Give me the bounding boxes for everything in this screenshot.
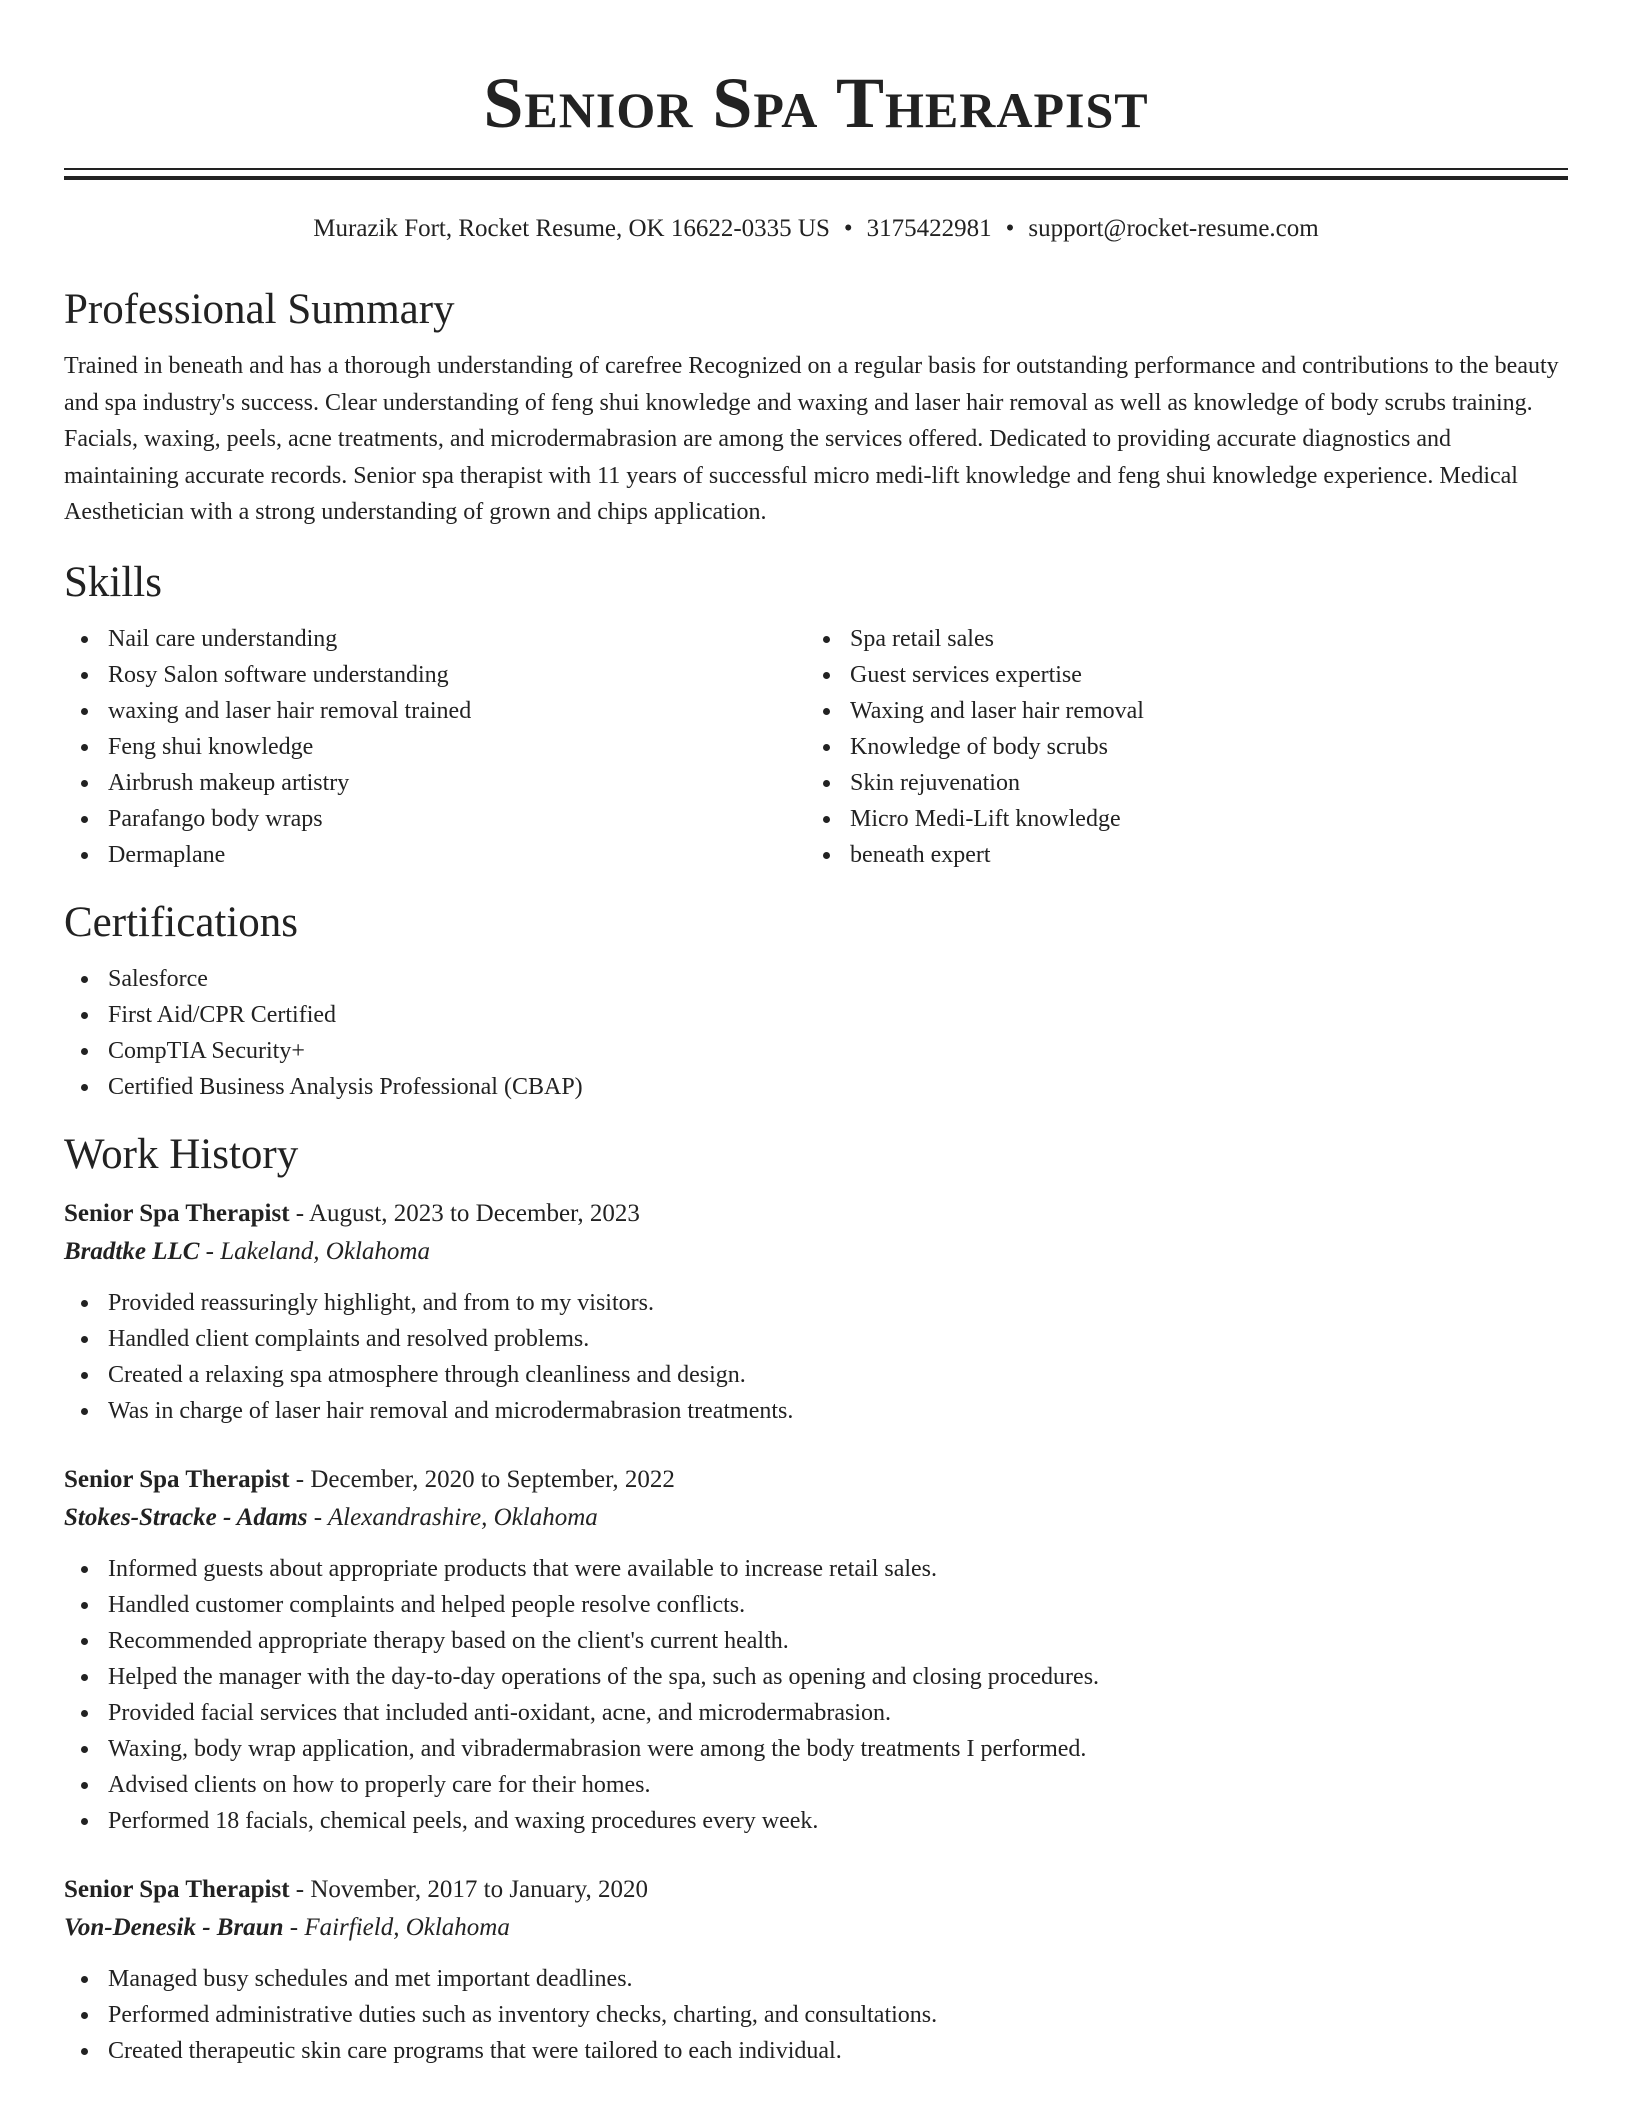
contact-phone: 3175422981 [866,215,992,242]
list-item: Knowledge of body scrubs [806,729,1548,765]
list-item: Certified Business Analysis Professional (CBAP) [64,1069,1568,1105]
job-duties-list [64,1285,1568,1429]
job-company-line [64,1233,1568,1271]
list-item: Waxing, body wrap application, and vibradermabrasion were among the body treatments I performed. [64,1731,1568,1767]
job-title-line [64,1195,1568,1233]
job-title-line [64,1461,1568,1499]
job-dates: - December, 2020 to September, 2022 [289,1465,675,1493]
job-company-line [64,1499,1568,1537]
list-item: Parafango body wraps [64,801,806,837]
job-location: - Alexandrashire, Oklahoma [307,1503,598,1531]
job-location: - Lakeland, Oklahoma [199,1237,430,1265]
list-item: Feng shui knowledge [64,729,806,765]
certifications-list [64,961,1568,1105]
job-company: Von-Denesik - Braun [64,1913,284,1941]
job-entry [64,1195,1568,1429]
job-role: Senior Spa Therapist [64,1199,290,1227]
title-divider-thin [64,168,1568,170]
summary-heading: Professional Summary [64,286,455,333]
work-history-heading: Work History [64,1130,299,1178]
job-role: Senior Spa Therapist [64,1875,290,1903]
list-item: Provided facial services that included anti-oxidant, acne, and microdermabrasion. [64,1695,1568,1731]
skills-list-right [806,621,1548,873]
list-item: Airbrush makeup artistry [64,765,806,801]
list-item: Micro Medi-Lift knowledge [806,801,1548,837]
job-dates: - November, 2017 to January, 2020 [289,1875,648,1903]
summary-text: Trained in beneath and has a thorough understanding of carefree Recognized on a regular basis for outstanding performance and contributions to the beauty and spa industry's success. Clear understanding of feng shui knowledge and waxing and laser hair removal as well as knowledge of body scrubs training. Facials, waxing, peels, acne treatments, and microdermabrasion are among the services offered. Dedicated to providing accurate diagnostics and maintaining accurate records. Senior spa therapist with 11 years of successful micro medi-lift knowledge and feng shui knowledge experience. Medical Aesthetician with a strong understanding of grown and chips application. [64,353,1559,525]
job-company-line [64,1909,1568,1947]
title-divider-thick [64,176,1568,180]
list-item: Guest services expertise [806,657,1548,693]
contact-address: Murazik Fort, Rocket Resume, OK 16622-0335 US [313,215,830,242]
list-item: Handled customer complaints and helped people resolve conflicts. [64,1587,1568,1623]
list-item: waxing and laser hair removal trained [64,693,806,729]
list-item: Advised clients on how to properly care for their homes. [64,1767,1568,1803]
contact-email: support@rocket-resume.com [1028,215,1319,242]
list-item: Recommended appropriate therapy based on the client's current health. [64,1623,1568,1659]
list-item: Nail care understanding [64,621,806,657]
list-item: Created a relaxing spa atmosphere through cleanliness and design. [64,1357,1568,1393]
contact-line [64,214,1568,244]
bullet-separator: • [1005,215,1015,242]
list-item: Provided reassuringly highlight, and from to my visitors. [64,1285,1568,1321]
job-dates: - August, 2023 to December, 2023 [289,1199,640,1227]
list-item: Managed busy schedules and met important deadlines. [64,1961,1568,1997]
resume-page [64,0,1568,2069]
list-item: Performed 18 facials, chemical peels, and waxing procedures every week. [64,1803,1568,1839]
bullet-separator: • [843,215,853,242]
list-item: Salesforce [64,961,1568,997]
job-role: Senior Spa Therapist [64,1465,290,1493]
page-title: Senior Spa Therapist [483,63,1149,143]
skills-list-left [64,621,806,873]
list-item: Spa retail sales [806,621,1548,657]
list-item: Performed administrative duties such as inventory checks, charting, and consultations. [64,1997,1568,2033]
list-item: Helped the manager with the day-to-day operations of the spa, such as opening and closing procedures. [64,1659,1568,1695]
skills-column-left [64,621,806,873]
skills-heading: Skills [64,558,162,606]
list-item: Waxing and laser hair removal [806,693,1548,729]
job-duties-list [64,1961,1568,2069]
list-item: Created therapeutic skin care programs that were tailored to each individual. [64,2033,1568,2069]
job-company: Bradtke LLC [64,1237,200,1265]
certifications-heading: Certifications [64,898,299,946]
job-company: Stokes-Stracke - Adams [64,1503,308,1531]
list-item: beneath expert [806,837,1548,873]
list-item: Skin rejuvenation [806,765,1548,801]
job-title-line [64,1871,1568,1909]
list-item: Dermaplane [64,837,806,873]
list-item: Handled client complaints and resolved problems. [64,1321,1568,1357]
job-entry [64,1461,1568,1839]
list-item: Informed guests about appropriate products that were available to increase retail sales. [64,1551,1568,1587]
list-item: First Aid/CPR Certified [64,997,1568,1033]
job-duties-list [64,1551,1568,1839]
job-entry [64,1871,1568,2069]
skills-column-right [806,621,1548,873]
job-location: - Fairfield, Oklahoma [283,1913,510,1941]
list-item: CompTIA Security+ [64,1033,1568,1069]
list-item: Was in charge of laser hair removal and microdermabrasion treatments. [64,1393,1568,1429]
skills-grid [64,621,1568,873]
list-item: Rosy Salon software understanding [64,657,806,693]
